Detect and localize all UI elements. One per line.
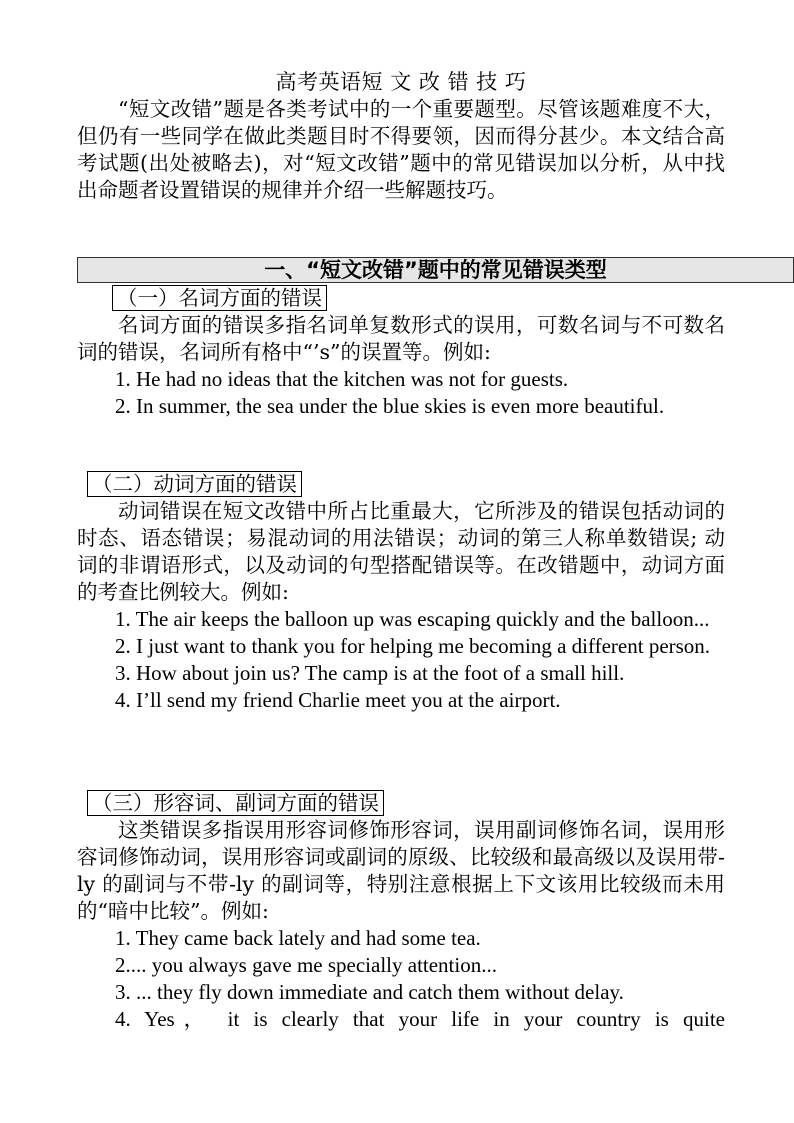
- example-line: 1. The air keeps the balloon up was escaping quickly and the balloon...: [115, 607, 710, 631]
- example-line: 4. I’ll send my friend Charlie meet you at the airport.: [115, 688, 561, 712]
- example-line: 4. Yes， it is clearly that your life in your country is quite: [115, 1007, 725, 1031]
- section-verb: [77, 471, 725, 714]
- example-line: 3. How about join us? The camp is at the foot of a small hill.: [115, 661, 625, 685]
- section-description: 这类错误多指误用形容词修饰形容词，误用副词修饰名词，误用形容词修饰动词，误用形容词或副词的原级、比较级和最高级以及误用带-ly 的副词与不带-ly 的副词等，特别注意根据上下文该用比较级而未用的“暗中比较”。例如:: [77, 818, 725, 923]
- example-line: 2. In summer, the sea under the blue skies is even more beautiful.: [115, 394, 665, 418]
- section-heading: （一）名词方面的错误: [112, 285, 327, 311]
- section-heading: （二）动词方面的错误: [87, 471, 302, 497]
- example-line: 2. I just want to thank you for helping me becoming a different person.: [115, 634, 711, 658]
- section-description: 动词错误在短文改错中所占比重最大，它所涉及的错误包括动词的时态、语态错误；易混动词的用法错误；动词的第三人称单数错误; 动词的非谓语形式，以及动词的句型搭配错误等。在改错题中，动词方面的考查比例较大。例如:: [77, 499, 725, 604]
- section-adjective-adverb: [77, 790, 725, 1033]
- example-line: 2.... you always gave me specially attention...: [115, 953, 497, 977]
- section-noun: [77, 285, 725, 420]
- example-line: 1. They came back lately and had some tea.: [115, 926, 481, 950]
- example-line: 1. He had no ideas that the kitchen was not for guests.: [115, 367, 569, 391]
- page-title: 高考英语短 文 改 错 技 巧: [275, 70, 527, 94]
- band-title: 一、“短文改错”题中的常见错误类型: [264, 258, 607, 282]
- intro-block: [77, 68, 725, 204]
- section-band: [77, 257, 794, 283]
- section-heading: （三）形容词、副词方面的错误: [87, 790, 384, 816]
- example-line: 3. ... they fly down immediate and catch them without delay.: [115, 980, 624, 1004]
- intro-paragraph: “短文改错”题是各类考试中的一个重要题型。尽管该题难度不大，但仍有一些同学在做此类题目时不得要领，因而得分甚少。本文结合高考试题(出处被略去)，对“短文改错”题中的常见错误加以分析，从中找出命题者设置错误的规律并介绍一些解题技巧。: [77, 97, 725, 202]
- section-description: 名词方面的错误多指名词单复数形式的误用，可数名词与不可数名词的错误，名词所有格中“’s”的误置等。例如:: [77, 313, 725, 364]
